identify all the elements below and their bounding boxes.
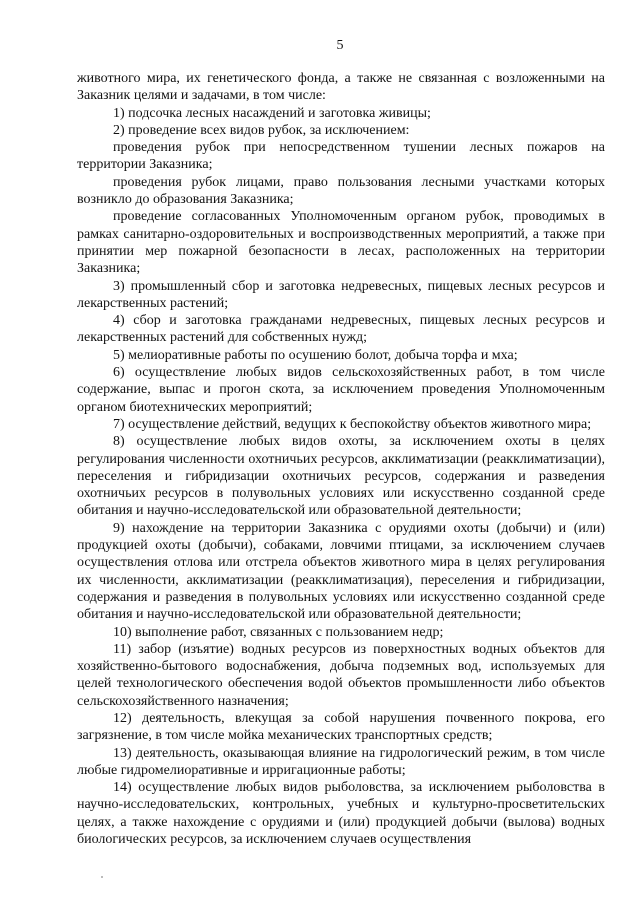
paragraph: 6) осуществление любых видов сельскохозяйственных работ, в том числе содержание, выпас и прогон скота, за исключением проведения Уполномоченным органом биотехнических мероприятий;: [77, 365, 605, 415]
scan-speck: [101, 876, 103, 878]
paragraph: 1) подсочка лесных насаждений и заготовка живицы;: [113, 105, 431, 121]
paragraph: 8) осуществление любых видов охоты, за исключением охоты в целях регулирования численности охотничьих ресурсов, акклиматизации (реакклиматизации), переселения и гибридизации охотничьих ресурсов, содержания и разведения охотничьих ресурсов в полувольных условиях или искусственно созданной среде обитания и научно-исследовательской или образовательной деятельности;: [77, 434, 605, 519]
paragraph: 5) мелиоративные работы по осушению болот, добыча торфа и мха;: [113, 347, 518, 363]
paragraph: 7) осуществление действий, ведущих к беспокойству объектов животного мира;: [113, 416, 592, 432]
paragraph: 14) осуществление любых видов рыболовства, за исключением рыболовства в научно-исследовательских, контрольных, учебных и культурно-просветительских целях, а также нахождение с орудиями и (или) продукцией добычи (вылова) водных биологических ресурсов, за исключением случаев осуществления: [77, 780, 605, 848]
paragraph: 11) забор (изъятие) водных ресурсов из поверхностных водных объектов для хозяйственно-бытового водоснабжения, добыча подземных вод, используемых для целей технологического обеспечения водой объектов промышленности либо объектов сельскохозяйственного назначения;: [77, 641, 605, 709]
paragraph: 13) деятельность, оказывающая влияние на гидрологический режим, в том числе любые гидромелиоративные и ирригационные работы;: [77, 745, 605, 778]
document-body: [77, 70, 605, 848]
page-number: 5: [336, 38, 344, 53]
paragraph: проведения рубок лицами, право пользования лесными участками которых возникло до образования Заказника;: [77, 174, 605, 208]
paragraph: 2) проведение всех видов рубок, за исключением:: [113, 122, 410, 138]
paragraph: 3) промышленный сбор и заготовка недревесных, пищевых лесных ресурсов и лекарственных растений;: [77, 278, 605, 311]
paragraph: 10) выполнение работ, связанных с пользованием недр;: [113, 624, 444, 640]
paragraph: проведение согласованных Уполномоченным органом рубок, проводимых в рамках санитарно-оздоровительных и воспроизводственных мероприятий, а также при принятии мер пожарной безопасности в лесах, расположенных на территории Заказника;: [77, 209, 605, 277]
paragraph: животного мира, их генетического фонда, а также не связанная с возложенными на Заказник целями и задачами, в том числе:: [77, 71, 605, 104]
paragraph: 9) нахождение на территории Заказника с орудиями охоты (добычи) и (или) продукцией охоты (добычи), собаками, ловчими птицами, за исключением случаев осуществления отлова или отстрела объектов животного мира в целях регулирования их численности, акклиматизации (реакклиматизация), переселения и гибридизации, содержания и разведения в полувольных условиях или искусственно созданной среде обитания и научно-исследовательской или образовательной деятельности;: [77, 520, 605, 623]
paragraph: проведения рубок при непосредственном тушении лесных пожаров на территории Заказника;: [77, 140, 605, 173]
paragraph: 4) сбор и заготовка гражданами недревесных, пищевых лесных ресурсов и лекарственных растений для собственных нужд;: [77, 313, 605, 346]
paragraph: 12) деятельность, влекущая за собой нарушения почвенного покрова, его загрязнение, в том числе мойка механических транспортных средств;: [77, 710, 605, 744]
